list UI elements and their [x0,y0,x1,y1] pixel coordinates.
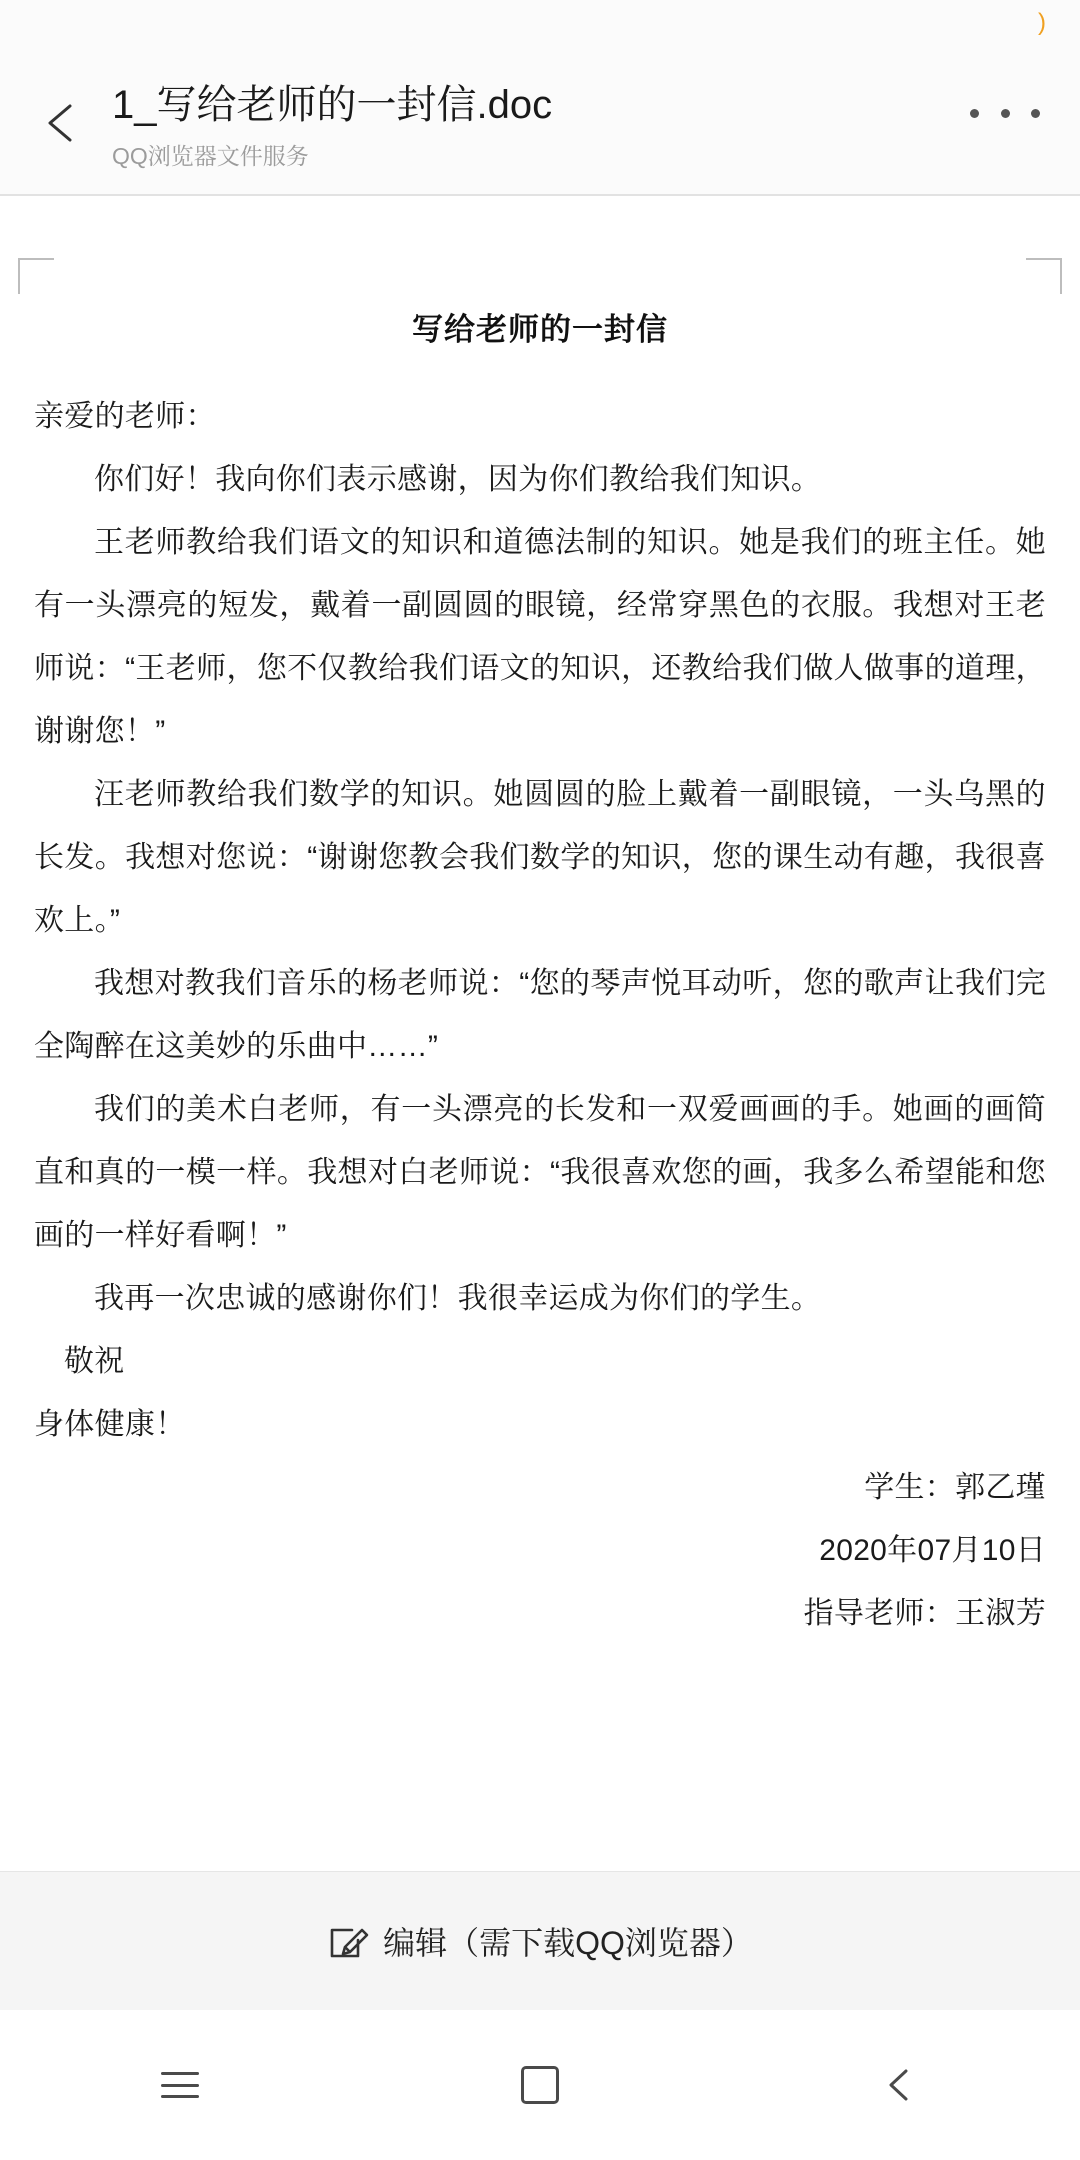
recents-icon [161,2072,199,2098]
home-square-icon [521,2066,559,2104]
document-paragraph: 汪老师教给我们数学的知识。她圆圆的脸上戴着一副眼镜，一头乌黑的长发。我想对您说：“谢谢您教会我们数学的知识，您的课生动有趣，我很喜欢上。” [34,778,1046,937]
document-paragraph: 我再一次忠诚的感谢你们！我很幸运成为你们的学生。 [94,1282,822,1315]
home-button[interactable] [480,2035,600,2135]
document-paragraph: 王老师教给我们语文的知识和道德法制的知识。她是我们的班主任。她有一头漂亮的短发，戴着一副圆圆的眼镜，经常穿黑色的衣服。我想对王老师说：“王老师，您不仅教给我们语文的知识，还教给我们做人做事的道理，谢谢您！” [34,526,1046,748]
back-button[interactable] [40,100,86,146]
document-heading: 写给老师的一封信 [412,312,668,347]
system-back-button[interactable] [840,2035,960,2135]
document-body [0,196,1080,1645]
edit-button[interactable] [0,1871,1080,2010]
recents-button[interactable] [120,2035,240,2135]
chevron-left-icon [40,100,86,146]
more-horizontal-icon-dot-1 [970,109,979,118]
document-signature-student: 学生：郭乙瑾 [864,1471,1046,1504]
system-navigation-bar [0,2010,1080,2160]
document-signature-teacher: 指导老师：王淑芳 [803,1597,1046,1630]
document-paragraph: 身体健康！ [34,1408,186,1441]
document-signature-date: 2020年07月10日 [819,1534,1046,1567]
page-subtitle: QQ浏览器文件服务 [112,143,309,169]
document-paragraph: 我想对教我们音乐的杨老师说：“您的琴声悦耳动听，您的歌声让我们完全陶醉在这美妙的乐曲中……” [34,967,1046,1063]
page-corner-top-right [1026,258,1062,294]
app-header [0,0,1080,196]
edit-button-label: 编辑（需下载QQ浏览器） [383,1925,753,1961]
back-chevron-icon [882,2067,918,2103]
more-horizontal-icon-dot-3 [1031,109,1040,118]
more-horizontal-icon-dot-2 [1001,109,1010,118]
statusbar-indicator: ) [1038,9,1046,36]
title-block [112,80,890,170]
more-options-button[interactable] [970,88,1040,138]
page-title: 1_写给老师的一封信.doc [112,83,553,127]
document-page[interactable] [0,196,1080,1764]
document-paragraph: 敬祝 [64,1345,125,1378]
document-paragraph: 亲爱的老师： [34,400,216,433]
page-corner-top-left [18,258,54,294]
edit-pencil-icon [327,1919,371,1963]
document-paragraph: 你们好！我向你们表示感谢，因为你们教给我们知识。 [94,463,822,496]
document-paragraph: 我们的美术白老师，有一头漂亮的长发和一双爱画画的手。她画的画简直和真的一模一样。我想对白老师说：“我很喜欢您的画，我多么希望能和您画的一样好看啊！” [34,1093,1046,1252]
